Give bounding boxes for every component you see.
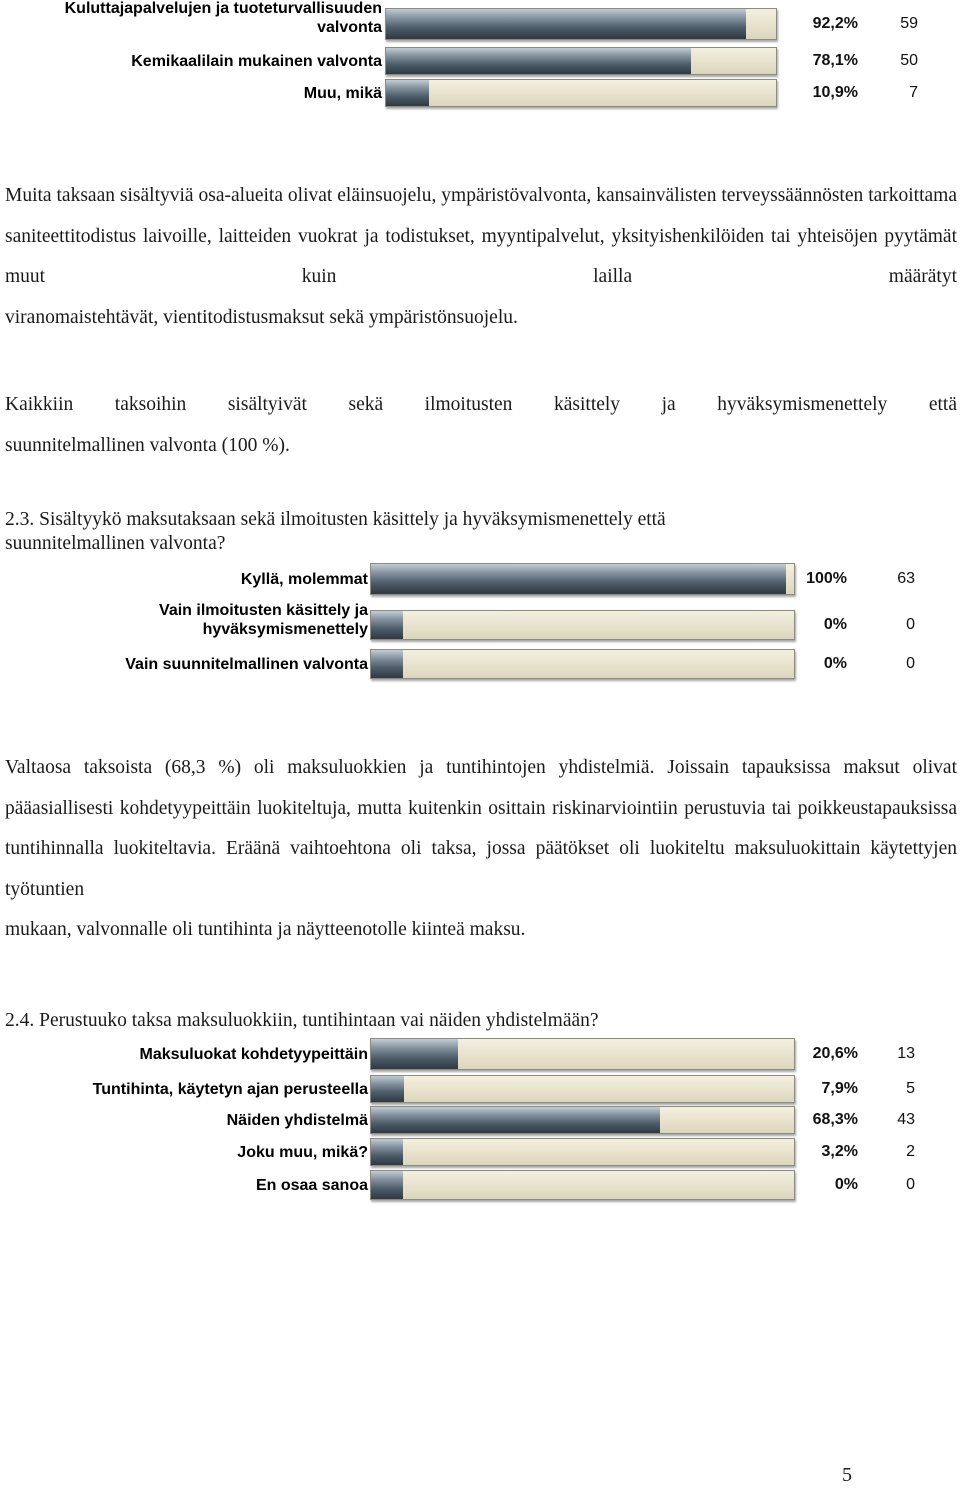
bar-fill <box>371 564 786 594</box>
bar-label <box>0 601 368 639</box>
chart-row <box>0 1075 960 1105</box>
chart-row <box>0 1038 960 1074</box>
chart-row <box>0 649 960 685</box>
bar-count: 13 <box>897 1044 915 1062</box>
bar-fill <box>371 1139 403 1165</box>
bar-label-line: Tuntihinta, käytetyn ajan perusteella <box>92 1080 368 1098</box>
paragraph-tariff-structure <box>5 748 957 951</box>
bar-label-line: valvonta <box>317 19 382 36</box>
bar-label <box>0 655 368 674</box>
bar-percent: 3,2% <box>821 1142 858 1160</box>
bar-label-line: Näiden yhdistelmä <box>226 1111 368 1129</box>
bar-percent: 100% <box>806 569 847 587</box>
bar-label <box>0 0 382 37</box>
chart-row <box>0 1106 960 1136</box>
chart-row <box>0 79 960 107</box>
bar-label <box>0 1111 368 1130</box>
bar-count: 63 <box>897 569 915 587</box>
bar-fill <box>386 80 429 106</box>
paragraph-last-line: mukaan, valvonnalle oli tuntihinta ja näytteenotolle kiinteä maksu. <box>5 919 526 940</box>
bar-percent: 20,6% <box>812 1044 858 1062</box>
chart-row <box>0 563 960 599</box>
section-heading-2-3 <box>5 508 957 556</box>
bar-track <box>370 1038 795 1070</box>
paragraph-text: Muita taksaan sisältyviä osa-alueita olivat eläinsuojelu, ympäristövalvonta, kansainvälisten terveyssäännösten tarkoittama saniteettitodistus laivoille, laitteiden vuokrat ja todistukset, myyntipalvelut, yksityishenkilöiden tai yhteisöjen pyytämät muut kuin lailla määrätyt <box>5 185 957 287</box>
bar-label-line: Joku muu, mikä? <box>237 1143 368 1161</box>
section-heading-2-4 <box>5 1009 957 1033</box>
heading-line: suunnitelmallinen valvonta? <box>5 533 226 554</box>
bar-count: 0 <box>906 654 915 672</box>
bar-fill <box>371 1107 660 1133</box>
bar-count: 7 <box>909 83 918 101</box>
bar-percent: 68,3% <box>812 1110 858 1128</box>
bar-count: 50 <box>900 51 918 69</box>
bar-label-line: hyväksymismenettely <box>202 621 368 638</box>
bar-percent: 78,1% <box>812 51 858 69</box>
bar-count: 43 <box>897 1110 915 1128</box>
bar-fill <box>386 9 746 39</box>
bar-percent: 7,9% <box>821 1079 858 1097</box>
bar-track <box>385 79 777 107</box>
bar-label-line: Maksuluokat kohdetyypeittäin <box>139 1045 368 1063</box>
chart-row <box>0 1138 960 1168</box>
bar-percent: 92,2% <box>812 14 858 32</box>
bar-label-line: Muu, mikä <box>303 84 382 102</box>
bar-count: 59 <box>900 14 918 32</box>
bar-fill <box>371 611 403 639</box>
bar-percent: 0% <box>823 654 847 672</box>
heading-line: 2.4. Perustuuko taksa maksuluokkiin, tuntihintaan vai näiden yhdistelmään? <box>5 1010 599 1031</box>
bar-fill <box>371 1076 404 1102</box>
paragraph-text: Kaikkiin taksoihin sisältyivät sekä ilmoitusten käsittely ja hyväksymismenettely että <box>5 394 957 415</box>
heading-line: 2.3. Sisältyykö maksutaksaan sekä ilmoitusten käsittely ja hyväksymismenettely että <box>5 509 666 530</box>
bar-count: 5 <box>906 1079 915 1097</box>
bar-label-line: Kemikaalilain mukainen valvonta <box>131 52 382 70</box>
bar-track <box>370 1106 795 1134</box>
paragraph-other-areas <box>5 176 957 338</box>
bar-fill <box>371 1039 458 1069</box>
bar-label <box>0 1045 368 1064</box>
bar-fill <box>371 650 403 678</box>
bar-track <box>370 563 795 595</box>
bar-label-line: En osaa sanoa <box>255 1176 368 1194</box>
bar-track <box>370 1170 795 1200</box>
chart-row <box>0 602 960 646</box>
bar-label-line: Vain ilmoitusten käsittely ja <box>159 602 368 619</box>
bar-percent: 0% <box>823 615 847 633</box>
chart-row <box>0 47 960 75</box>
bar-track <box>370 1075 795 1103</box>
paragraph-last-line: viranomaistehtävät, vientitodistusmaksut sekä ympäristönsuojelu. <box>5 306 518 328</box>
bar-track <box>370 649 795 679</box>
bar-percent: 10,9% <box>812 83 858 101</box>
bar-track <box>385 8 777 40</box>
bar-fill <box>386 48 691 74</box>
bar-track <box>370 610 795 640</box>
chart-row <box>0 0 960 40</box>
bar-percent: 0% <box>834 1175 858 1193</box>
paragraph-all-tariffs <box>5 385 957 466</box>
bar-label-line: Kuluttajapalvelujen ja tuoteturvallisuuden <box>64 0 382 17</box>
bar-count: 0 <box>906 615 915 633</box>
bar-label-line: Kyllä, molemmat <box>240 570 368 588</box>
bar-track <box>370 1138 795 1166</box>
bar-label <box>0 1080 368 1099</box>
bar-label <box>0 570 368 589</box>
bar-track <box>385 47 777 75</box>
bar-label <box>0 52 382 71</box>
paragraph-text: Valtaosa taksoista (68,3 %) oli maksuluokkien ja tuntihintojen yhdistelmiä. Joissain tapauksissa maksut olivat pääasiallisesti kohdetyypeittäin luokiteltuja, mutta kuitenkin osittain riskinarviointiin perustuvia tai poikkeustapauksissa tuntihinnalla luokiteltavia. Eräänä vaihtoehtona oli taksa, jossa päätökset oli luokiteltu maksuluokittain käytettyjen työtuntien <box>5 757 957 900</box>
bar-label <box>0 84 382 103</box>
bar-count: 2 <box>906 1142 915 1160</box>
bar-count: 0 <box>906 1175 915 1193</box>
bar-label <box>0 1143 368 1162</box>
bar-label <box>0 1176 368 1195</box>
page-number: 5 <box>842 1464 852 1486</box>
paragraph-last-line: suunnitelmallinen valvonta (100 %). <box>5 434 290 456</box>
bar-label-line: Vain suunnitelmallinen valvonta <box>125 655 368 673</box>
bar-fill <box>371 1171 403 1199</box>
chart-row <box>0 1170 960 1202</box>
